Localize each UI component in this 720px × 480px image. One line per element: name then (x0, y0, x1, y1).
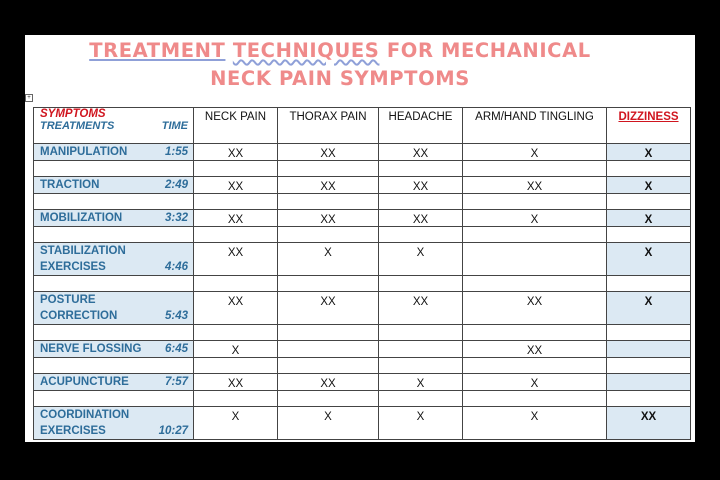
spacer-cell (34, 227, 194, 243)
symptom-mark (607, 374, 690, 378)
spacer-cell (278, 358, 379, 374)
table-move-handle-icon[interactable]: + (25, 94, 33, 102)
symptom-cell (194, 407, 278, 440)
symptom-mark: XX (640, 411, 657, 423)
spacer-cell (278, 325, 379, 341)
symptom-mark (463, 243, 606, 247)
spacer-cell (463, 227, 607, 243)
symptom-mark: XX (412, 181, 429, 193)
symptom-mark: XX (227, 378, 244, 390)
symptom-cell (278, 374, 379, 391)
document-page (25, 35, 695, 442)
spacer-cell (463, 194, 607, 210)
symptom-cell (463, 374, 607, 391)
symptom-cell (607, 144, 691, 161)
symptom-cell (379, 210, 463, 227)
spacer-cell (463, 325, 607, 341)
symptom-mark: X (530, 411, 539, 423)
spacer-row (34, 358, 691, 374)
table-row (34, 292, 691, 325)
symptom-cell (194, 177, 278, 194)
treatment-name: EXERCISES 10:27 (40, 425, 188, 437)
treatments-label: TREATMENTS TIME (40, 120, 188, 132)
symptom-mark: XX (227, 214, 244, 226)
table-row (34, 210, 691, 227)
column-header-arm-hand-tingling: ARM/HAND TINGLING (463, 108, 607, 144)
spacer-cell (607, 391, 691, 407)
symptom-mark: XX (526, 345, 543, 357)
spacer-row (34, 194, 691, 210)
symptom-cell (463, 292, 607, 325)
symptom-mark: XX (227, 148, 244, 160)
treatment-name: POSTURE (40, 294, 96, 306)
treatment-cell (34, 210, 194, 227)
symptom-mark (278, 341, 378, 345)
spacer-row (34, 227, 691, 243)
spacer-cell (34, 194, 194, 210)
symptom-mark: X (324, 411, 332, 423)
treatment-name: COORDINATION (40, 409, 130, 421)
symptom-mark: XX (227, 296, 244, 308)
treatment-cell (34, 374, 194, 391)
symptom-cell (278, 177, 379, 194)
spacer-cell (379, 194, 463, 210)
table-row (34, 243, 691, 276)
spacer-cell (607, 276, 691, 292)
symptom-cell (607, 341, 691, 358)
symptom-mark (607, 341, 690, 345)
symptoms-label: SYMPTOMS (40, 108, 106, 120)
spacer-row (34, 325, 691, 341)
treatment-name: MANIPULATION 1:55 (40, 146, 188, 158)
treatment-name: ACUPUNCTURE 7:57 (40, 376, 188, 388)
symptom-cell (379, 292, 463, 325)
symptom-mark: X (231, 411, 240, 423)
column-header-neck-pain: NECK PAIN (194, 108, 278, 144)
symptom-mark: XX (320, 181, 336, 193)
symptom-cell (379, 374, 463, 391)
symptom-mark: X (416, 247, 425, 259)
spacer-cell (34, 391, 194, 407)
symptom-cell (463, 210, 607, 227)
spacer-cell (607, 194, 691, 210)
symptom-cell (607, 292, 691, 325)
symptom-mark: XX (412, 296, 429, 308)
symptom-cell (194, 374, 278, 391)
spacer-cell (34, 161, 194, 177)
spacer-cell (379, 325, 463, 341)
symptom-mark: X (530, 214, 539, 226)
symptom-cell (278, 292, 379, 325)
spacer-cell (278, 194, 379, 210)
spacer-cell (463, 161, 607, 177)
column-header-thorax-pain: THORAX PAIN (278, 108, 379, 144)
symptom-mark: X (231, 345, 240, 357)
spacer-cell (34, 276, 194, 292)
treatment-cell (34, 407, 194, 440)
symptom-cell (607, 210, 691, 227)
spacer-cell (34, 358, 194, 374)
symptom-mark: X (530, 378, 539, 390)
spacer-cell (379, 276, 463, 292)
symptom-cell (607, 177, 691, 194)
symptom-mark: XX (320, 378, 336, 390)
treatment-name: CORRECTION 5:43 (40, 310, 188, 322)
symptom-mark: X (644, 296, 653, 308)
spacer-cell (194, 325, 278, 341)
symptom-cell (607, 407, 691, 440)
symptom-cell (463, 407, 607, 440)
treatment-name: NERVE FLOSSING 6:45 (40, 343, 188, 355)
symptom-cell (194, 341, 278, 358)
table-row (34, 374, 691, 391)
symptom-mark: XX (412, 148, 429, 160)
spacer-cell (607, 161, 691, 177)
symptom-mark: X (644, 214, 653, 226)
symptom-cell (463, 243, 607, 276)
spacer-cell (278, 391, 379, 407)
treatment-name: TRACTION 2:49 (40, 179, 188, 191)
treatment-time: 2:49 (164, 179, 188, 191)
symptom-cell (278, 341, 379, 358)
treatment-time: 3:32 (164, 212, 188, 224)
symptom-cell (278, 243, 379, 276)
column-header-dizziness: DIZZINESS (607, 108, 691, 144)
treatment-cell (34, 177, 194, 194)
symptom-mark: X (644, 247, 653, 259)
symptom-cell (278, 407, 379, 440)
spacer-cell (607, 358, 691, 374)
symptom-mark: XX (526, 181, 543, 193)
symptom-cell (463, 341, 607, 358)
spacer-cell (379, 161, 463, 177)
column-header-headache: HEADACHE (379, 108, 463, 144)
spacer-row (34, 161, 691, 177)
symptom-cell (194, 144, 278, 161)
spacer-cell (278, 276, 379, 292)
document-title-line-2: NECK PAIN SYMPTOMS (210, 67, 470, 90)
spacer-cell (379, 391, 463, 407)
symptom-mark: X (324, 247, 332, 259)
treatment-time: 5:43 (164, 310, 188, 322)
symptom-mark: XX (320, 214, 336, 226)
symptom-cell (379, 341, 463, 358)
header-corner-cell (34, 108, 194, 144)
symptom-mark: X (416, 411, 425, 423)
table-row (34, 177, 691, 194)
treatment-table (33, 107, 691, 440)
symptom-cell (463, 144, 607, 161)
symptom-mark: XX (320, 148, 336, 160)
spacer-cell (607, 227, 691, 243)
spacer-cell (278, 227, 379, 243)
symptom-cell (379, 177, 463, 194)
symptom-mark: XX (526, 296, 543, 308)
treatment-time: 7:57 (164, 376, 188, 388)
table-header-row (34, 108, 691, 144)
symptom-mark: X (644, 181, 653, 193)
symptom-mark: X (644, 148, 653, 160)
title-word-techniques: TECHNIQUES (232, 39, 380, 62)
treatment-cell (34, 144, 194, 161)
treatment-cell (34, 341, 194, 358)
symptom-cell (379, 407, 463, 440)
spacer-cell (194, 276, 278, 292)
symptom-mark: XX (320, 296, 336, 308)
spacer-cell (194, 227, 278, 243)
symptom-cell (379, 243, 463, 276)
symptom-mark: XX (412, 214, 429, 226)
treatment-name: MOBILIZATION 3:32 (40, 212, 188, 224)
table-row (34, 144, 691, 161)
spacer-cell (194, 194, 278, 210)
spacer-cell (379, 227, 463, 243)
symptom-mark: X (416, 378, 425, 390)
spacer-cell (194, 161, 278, 177)
symptom-cell (194, 292, 278, 325)
symptom-cell (278, 144, 379, 161)
spacer-cell (463, 276, 607, 292)
symptom-cell (194, 210, 278, 227)
treatment-time: 4:46 (164, 261, 188, 273)
symptom-mark (379, 341, 462, 345)
treatment-name: STABILIZATION (40, 245, 126, 257)
symptom-cell (463, 177, 607, 194)
spacer-row (34, 391, 691, 407)
table-row (34, 407, 691, 440)
treatment-cell (34, 292, 194, 325)
time-label: TIME (161, 120, 188, 132)
spacer-cell (278, 161, 379, 177)
spacer-cell (607, 325, 691, 341)
symptom-cell (607, 243, 691, 276)
table-row (34, 341, 691, 358)
spacer-cell (463, 391, 607, 407)
spacer-cell (194, 358, 278, 374)
symptom-cell (379, 144, 463, 161)
symptom-cell (194, 243, 278, 276)
treatment-time: 6:45 (164, 343, 188, 355)
document-title-line-1 (25, 39, 655, 62)
symptom-cell (607, 374, 691, 391)
treatment-time: 1:55 (164, 146, 188, 158)
spacer-cell (379, 358, 463, 374)
spacer-row (34, 276, 691, 292)
treatment-name: EXERCISES 4:46 (40, 261, 188, 273)
spacer-cell (34, 325, 194, 341)
symptom-cell (278, 210, 379, 227)
title-word-treatment: TREATMENT (89, 39, 226, 62)
title-rest: FOR MECHANICAL (386, 39, 591, 62)
spacer-cell (463, 358, 607, 374)
symptom-mark: X (530, 148, 539, 160)
treatment-cell (34, 243, 194, 276)
treatment-time: 10:27 (158, 425, 188, 437)
symptom-mark: XX (227, 247, 244, 259)
spacer-cell (194, 391, 278, 407)
symptom-mark: XX (227, 181, 244, 193)
